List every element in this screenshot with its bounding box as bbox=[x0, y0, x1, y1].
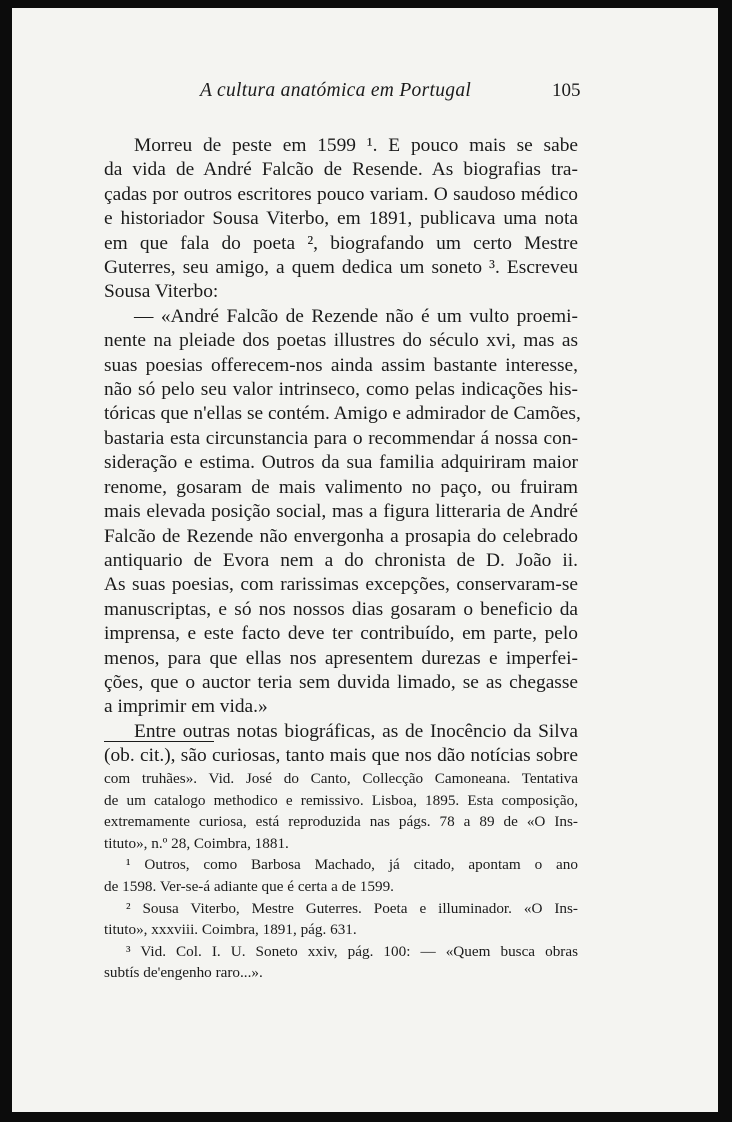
footnote-1 bbox=[104, 854, 578, 897]
text-line: Sousa Viterbo: bbox=[104, 281, 219, 303]
footnotes bbox=[104, 768, 578, 984]
footnote-line: de 1598. Ver-se-á adiante que é certa a de 1599. bbox=[104, 877, 394, 895]
text-line: As suas poesias, com rarissimas excepções, conservaram-se bbox=[104, 574, 578, 596]
text-line: em que fala do poeta ², biografando um certo Mestre bbox=[104, 232, 578, 254]
text-line: — «André Falcão de Rezende não é um vulto proemi- bbox=[134, 305, 578, 327]
text-line: suas poesias offerecem-nos ainda assim bastante interesse, bbox=[104, 354, 578, 376]
text-line: tóricas que n'ellas se contém. Amigo e admirador de Camões, bbox=[104, 403, 581, 425]
text-line: çadas por outros escritores pouco variam. O saudoso médico bbox=[104, 183, 578, 205]
footnote-line: ² Sousa Viterbo, Mestre Guterres. Poeta e illuminador. «O Ins- bbox=[126, 899, 578, 917]
footnote-3 bbox=[104, 941, 578, 984]
footnote-line: ¹ Outros, como Barbosa Machado, já citado, apontam o ano bbox=[126, 856, 578, 874]
footnote-line: subtís de'engenho raro...». bbox=[104, 964, 263, 982]
footnote-line: extremamente curiosa, está reproduzida nas págs. 78 a 89 de «O Ins- bbox=[104, 813, 578, 831]
footnote-line: de um catalogo methodico e remissivo. Lisboa, 1895. Esta composição, bbox=[104, 791, 578, 809]
text-line: não só pelo seu valor intrinseco, como pelas indicações his- bbox=[104, 379, 578, 401]
text-line: Morreu de peste em 1599 ¹. E pouco mais se sabe bbox=[134, 135, 578, 156]
footnote-separator bbox=[104, 741, 214, 742]
footnote-2 bbox=[104, 898, 578, 941]
text-line: renome, gosaram de mais valimento no paço, ou fruiram bbox=[104, 476, 578, 498]
body-text bbox=[104, 134, 581, 769]
text-line: antiquario de Evora nem a do chronista de D. João ii. bbox=[104, 549, 578, 571]
footnote-line: tituto», n.º 28, Coimbra, 1881. bbox=[104, 834, 289, 852]
footnote-line: com truhães». Vid. José do Canto, Collecção Camoneana. Tentativa bbox=[104, 770, 578, 787]
text-line: ções, que o auctor teria sem duvida limado, se as chegasse bbox=[104, 671, 578, 693]
text-line: mais elevada posição social, mas a figura litteraria de André bbox=[104, 501, 578, 523]
paragraph-3 bbox=[104, 720, 578, 769]
text-line: a imprimir em vida.» bbox=[104, 696, 268, 718]
text-line: nente na pleiade dos poetas illustres do século xvi, mas as bbox=[104, 330, 578, 352]
text-line: Falcão de Rezende não envergonha a prosapia do celebrado bbox=[104, 525, 578, 547]
text-line: sideração e estima. Outros da sua familia adquiriram maior bbox=[104, 452, 578, 474]
footnote-continuation bbox=[104, 768, 578, 854]
text-line: (ob. cit.), são curiosas, tanto mais que nos dão notícias sobre bbox=[104, 745, 578, 767]
text-line: Guterres, seu amigo, a quem dedica um soneto ³. Escreveu bbox=[104, 257, 578, 279]
text-line: e historiador Sousa Viterbo, em 1891, publicava uma nota bbox=[104, 208, 578, 230]
paragraph-1 bbox=[104, 134, 578, 305]
page-header bbox=[12, 80, 718, 110]
page-number: 105 bbox=[552, 80, 581, 101]
text-line: bastaria esta circunstancia para o recommendar á nossa con- bbox=[104, 427, 578, 449]
text-line: da vida de André Falcão de Resende. As biografias tra- bbox=[104, 159, 578, 181]
footnote-line: ³ Vid. Col. I. U. Soneto xxiv, pág. 100: — «Quem busca obras bbox=[126, 942, 578, 960]
text-line: menos, para que ellas nos apresentem durezas e imperfei- bbox=[104, 647, 578, 669]
text-line: Entre outras notas biográficas, as de Inocêncio da Silva bbox=[134, 720, 578, 742]
paragraph-2-quotation bbox=[104, 305, 581, 720]
running-title: A cultura anatómica em Portugal bbox=[200, 80, 472, 101]
text-line: imprensa, e este facto deve ter contribuído, em parte, pelo bbox=[104, 623, 578, 645]
text-line: manuscriptas, e só nos nossos dias gosaram o beneficio da bbox=[104, 598, 578, 620]
footnote-line: tituto», xxxviii. Coimbra, 1891, pág. 631. bbox=[104, 921, 357, 939]
